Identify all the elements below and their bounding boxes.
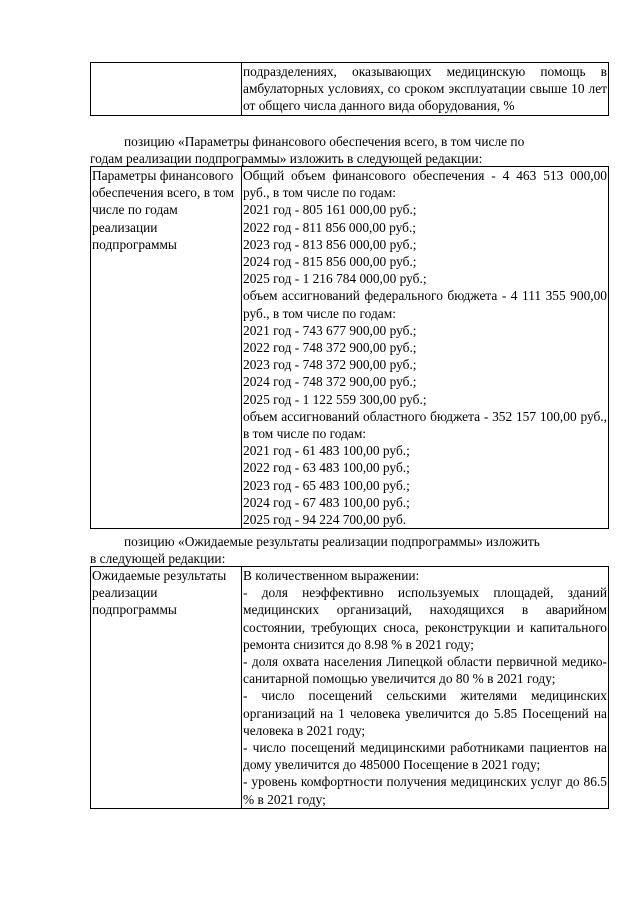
finance-line: 2023 год - 748 372 900,00 руб.;: [243, 357, 417, 373]
finance-line: 2024 год - 815 856 000,00 руб.;: [243, 254, 417, 270]
finance-line: 2021 год - 743 677 900,00 руб.;: [243, 322, 417, 338]
finance-line: 2025 год - 1 122 559 300,00 руб.;: [243, 391, 427, 407]
finance-line: объем ассигнований областного бюджета - 352 157 100,00 руб., в том числе по годам:: [243, 408, 607, 442]
empty-label-cell: [91, 63, 242, 116]
finance-line: 2025 год - 94 224 700,00 руб.: [243, 512, 407, 528]
finance-line: 2022 год - 63 483 100,00 руб.;: [243, 460, 410, 476]
table-row: [91, 567, 609, 809]
paragraph-line: годам реализации подпрограммы» изложить в следующей редакции:: [90, 151, 483, 166]
table-row: [91, 63, 609, 116]
finance-line: 2021 год - 61 483 100,00 руб.;: [243, 443, 410, 459]
results-table: [90, 566, 609, 809]
results-intro: В количественном выражении:: [243, 568, 420, 583]
finance-line: 2024 год - 748 372 900,00 руб.;: [243, 374, 417, 390]
finance-label-cell: Параметры финансового обеспечения всего, в том числе по годам реализации подпрограммы: [91, 167, 242, 529]
results-item: - доля охвата населения Липецкой области первичной медико-санитарной помощью увеличится до 80 % в 2021 году;: [243, 654, 607, 687]
finance-line: 2024 год - 67 483 100,00 руб.;: [243, 494, 410, 510]
instruction-paragraph-finance: [90, 133, 608, 167]
paragraph-line: позицию «Параметры финансового обеспечения всего, в том числе по: [124, 134, 525, 149]
results-item: - число посещений медицинскими работниками пациентов на дому увеличится до 485000 Посещение в 2021 году;: [243, 740, 607, 773]
finance-line: 2021 год - 805 161 000,00 руб.;: [243, 202, 417, 218]
paragraph-line: в следующей редакции:: [90, 551, 226, 566]
finance-line: 2023 год - 65 483 100,00 руб.;: [243, 477, 410, 493]
finance-line: 2022 год - 811 856 000,00 руб.;: [243, 219, 417, 235]
finance-line: объем ассигнований федерального бюджета - 4 111 355 900,00 руб., в том числе по годам:: [243, 288, 607, 321]
instruction-paragraph-results: [90, 533, 608, 567]
indicator-text-cell: подразделениях, оказывающих медицинскую помощь в амбулаторных условиях, со сроком эксплуатации свыше 10 лет от общего числа данного вида оборудования, %: [243, 64, 607, 114]
finance-line: 2022 год - 748 372 900,00 руб.;: [243, 340, 417, 356]
finance-line: 2025 год - 1 216 784 000,00 руб.;: [243, 271, 427, 287]
table-row: [91, 167, 609, 529]
finance-content-cell: [242, 167, 609, 529]
results-item: - доля неэффективно используемых площадей, зданий медицинских организаций, находящихся в аварийном состоянии, требующих сноса, реконструкции и капитального ремонта снизится до 8.98 % в 2021 году;: [243, 585, 607, 652]
finance-line: Общий объем финансового обеспечения - 4 463 513 000,00 руб., в том числе по годам:: [243, 168, 607, 201]
paragraph-line: позицию «Ожидаемые результаты реализации подпрограммы» изложить: [124, 534, 540, 549]
results-item: - уровень комфортности получения медицинских услуг до 86.5 % в 2021 году;: [243, 774, 607, 807]
finance-table: [90, 166, 609, 529]
results-label-cell: Ожидаемые результаты реализации подпрограммы: [91, 567, 242, 809]
results-content-cell: [242, 567, 609, 809]
table-fragment-top: [90, 62, 609, 116]
finance-line: 2023 год - 813 856 000,00 руб.;: [243, 236, 417, 252]
results-item: - число посещений сельскими жителями медицинских организаций на 1 человека увеличится до 5.85 Посещений на человека в 2021 году;: [243, 688, 607, 738]
